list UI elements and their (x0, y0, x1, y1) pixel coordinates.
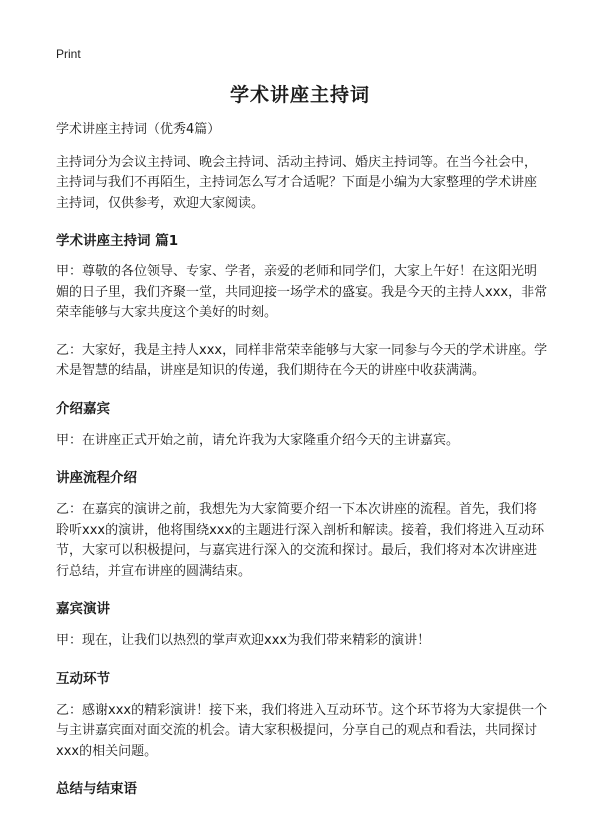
document-body (56, 120, 548, 811)
print-link[interactable]: Print (56, 47, 81, 61)
document-title: 学术讲座主持词 (229, 84, 370, 106)
section-heading: 学术讲座主持词 篇1 (56, 233, 179, 249)
intro-paragraph: 主持词分为会议主持词、晚会主持词、活动主持词、婚庆主持词等。在当今社会中，主持词与我们不再陌生，主持词怎么写才合适呢？下面是小编为大家整理的学术讲座主持词，仅供参考，欢迎大家阅读。 (56, 154, 538, 211)
section-heading: 介绍嘉宾 (56, 400, 110, 417)
section-paragraph: 乙：在嘉宾的演讲之前，我想先为大家简要介绍一下本次讲座的流程。首先，我们将聆听xxx的演讲，他将围绕xxx的主题进行深入剖析和解读。接着，我们将进入互动环节，大家可以积极提问，与嘉宾进行深入的交流和探讨。最后，我们将对本次讲座进行总结，并宣布讲座的圆满结束。 (56, 502, 545, 579)
section-paragraph: 甲：尊敬的各位领导、专家、学者，亲爱的老师和同学们，大家上午好！在这阳光明媚的日子里，我们齐聚一堂，共同迎接一场学术的盛宴。我是今天的主持人xxx，非常荣幸能够与大家共度这个美好的时刻。 (56, 264, 548, 320)
section-heading: 嘉宾演讲 (56, 601, 110, 617)
document-subtitle: 学术讲座主持词（优秀4篇） (56, 122, 221, 137)
section-paragraph: 甲：在讲座正式开始之前，请允许我为大家隆重介绍今天的主讲嘉宾。 (56, 432, 460, 448)
section-paragraph: 乙：感谢xxx的精彩演讲！接下来，我们将进入互动环节。这个环节将为大家提供一个与主讲嘉宾面对面交流的机会。请大家积极提问，分享自己的观点和看法，共同探讨xxx的相关问题。 (56, 702, 548, 759)
section-heading: 互动环节 (56, 670, 110, 687)
section-heading: 讲座流程介绍 (56, 470, 137, 486)
section-paragraph: 甲：现在，让我们以热烈的掌声欢迎xxx为我们带来精彩的演讲！ (56, 633, 431, 648)
section-paragraph: 乙：大家好，我是主持人xxx，同样非常荣幸能够与大家一同参与今天的学术讲座。学术是智慧的结晶，讲座是知识的传递，我们期待在今天的讲座中收获满满。 (56, 342, 548, 378)
section-heading: 总结与结束语 (56, 781, 137, 797)
